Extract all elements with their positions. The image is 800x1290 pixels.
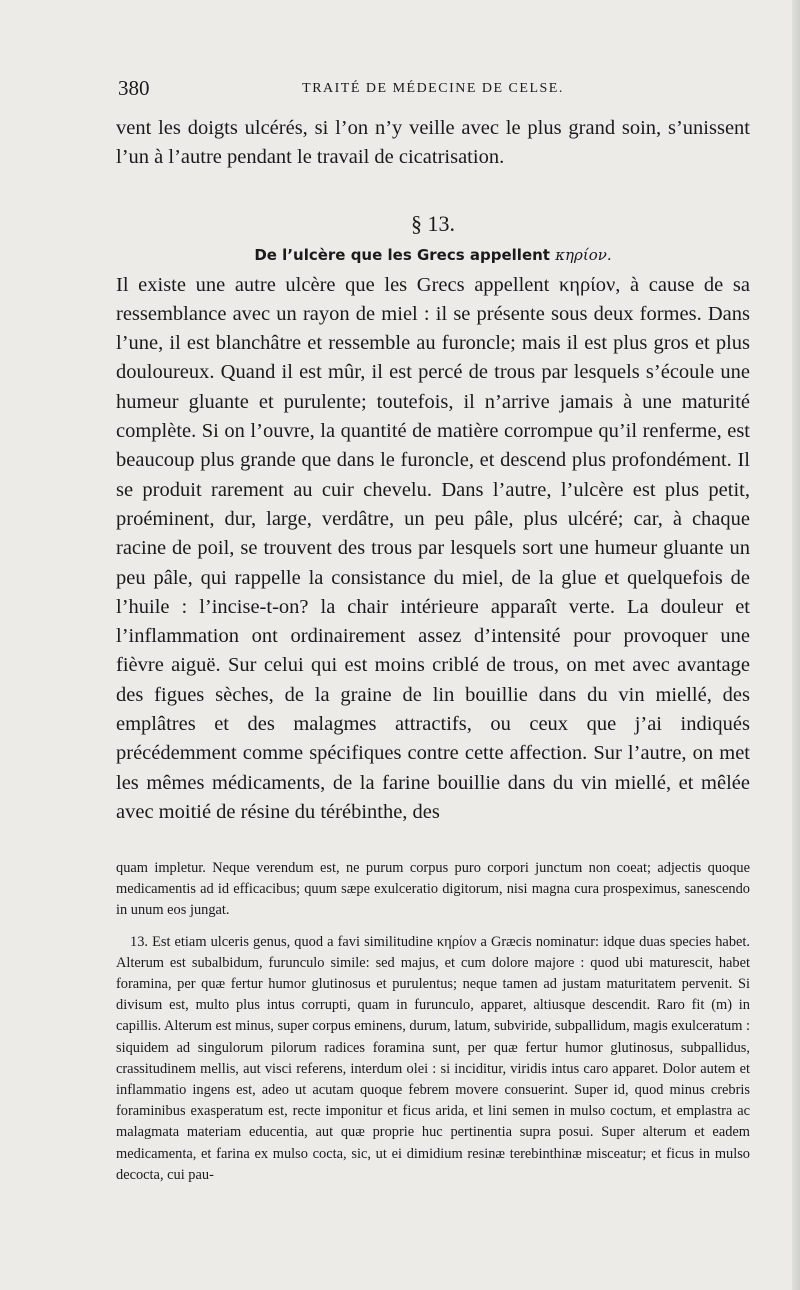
latin-note-13: 13. Est etiam ulceris genus, quod a favi similitudine κηρίον a Græcis nominatur: idque duas species habet. Alterum est subalbidum, furunculo simile: sed majus, et cum dolore majore : quod ubi maturescit, habet foramina, per quæ fertur humor glutinosus et purulentus; neque tamen ad justam maturitatem pervenit. Si divisum est, multo plus intus corrupti, quam in furunculo, apparet, altiusque descendit. Raro fit (m) in capillis. Alterum est minus, super corpus eminens, durum, latum, subviride, subpallidum, magis exulceratum : siquidem ad singulorum pilorum radices foramina sunt, per quæ fertur humor glutinosus, subpallidus, crassitudinem mellis, aut visci referens, interdum olei : si inciditur, viridis intus caro apparet. Dolor autem et inflammatio ingens est, adeo ut acutam quoque febrem movere consuerint. Super id, quod minus crebris foraminibus exasperatum est, recte imponitur et ficus arida, et lini semen in mulso coctum, et emplastra ac malagmata materiam educentia, aut quæ proprie huc pertinentia supra posui. Super alterum et eadem medicamenta, et farina ex mulso cocta, sic, ut ei dimidium resinæ terebinthinæ misceatur; et ficus in mulso decocta, cui pau- [116, 933, 750, 1183]
section-title [116, 245, 750, 265]
latin-notes [116, 858, 750, 1186]
section-number: § 13. [411, 210, 455, 236]
running-head [118, 76, 748, 104]
section-title-text: De l’ulcère que les Grecs appellent [254, 245, 550, 264]
body-paragraph: Il existe une autre ulcère que les Grecs appellent κηρίον, à cause de sa ressemblance avec un rayon de miel : il se présente sous deux formes. Dans l’une, il est blanchâtre et ressemble au furoncle; mais il est plus gros et plus douloureux. Quand il est mûr, il est percé de trous par lesquels s’écoule une humeur gluante et purulente; toutefois, il n’arrive jamais à une maturité complète. Si on l’ouvre, la quantité de matière corrompue qu’il renferme, est beaucoup plus grande que dans le furoncle, et descend plus profondément. Il se produit rarement au cuir chevelu. Dans l’autre, l’ulcère est plus petit, proéminent, dur, large, verdâtre, un peu pâle, plus ulcéré; car, à chaque racine de poil, se trouvent des trous par lesquels sort une humeur gluante un peu pâle, qui rappelle la consistance du miel, de la glue et quelquefois de l’huile : l’incise-t-on? la chair intérieure apparaît verte. La douleur et l’inflammation ont ordinairement assez d’intensité pour provoquer une fièvre aiguë. Sur celui qui est moins criblé de trous, on met avec avantage des figues sèches, de la graine de lin bouillie dans du vin miellé, des emplâtres et des malagmes attractifs, ou ceux que j’ai indiqués précédemment comme spécifiques contre cette affection. Sur l’autre, on met les mêmes médicaments, de la farine bouillie dans du vin miellé, et mêlée avec moitié de résine du térébinthe, des [116, 273, 750, 823]
running-title: TRAITÉ DE MÉDECINE DE CELSE. [302, 81, 564, 96]
latin-note-continuation: quam impletur. Neque verendum est, ne purum corpus puro corpori junctum non coeat; adjectis quoque medicamentis ad id efficacibus; quum sæpe exulceratio digitorum, nisi magna cura prospeximus, sanescendo in unum eos jungat. [116, 860, 750, 919]
page-number: 380 [118, 76, 150, 100]
main-text [116, 114, 750, 827]
section-title-greek: κηρίον. [555, 245, 612, 264]
continuation-paragraph: vent les doigts ulcérés, si l’on n’y veille avec le plus grand soin, s’unissent l’un à l’autre pendant le travail de cicatrisation. [116, 117, 750, 169]
page-edge-shadow [792, 0, 800, 1290]
